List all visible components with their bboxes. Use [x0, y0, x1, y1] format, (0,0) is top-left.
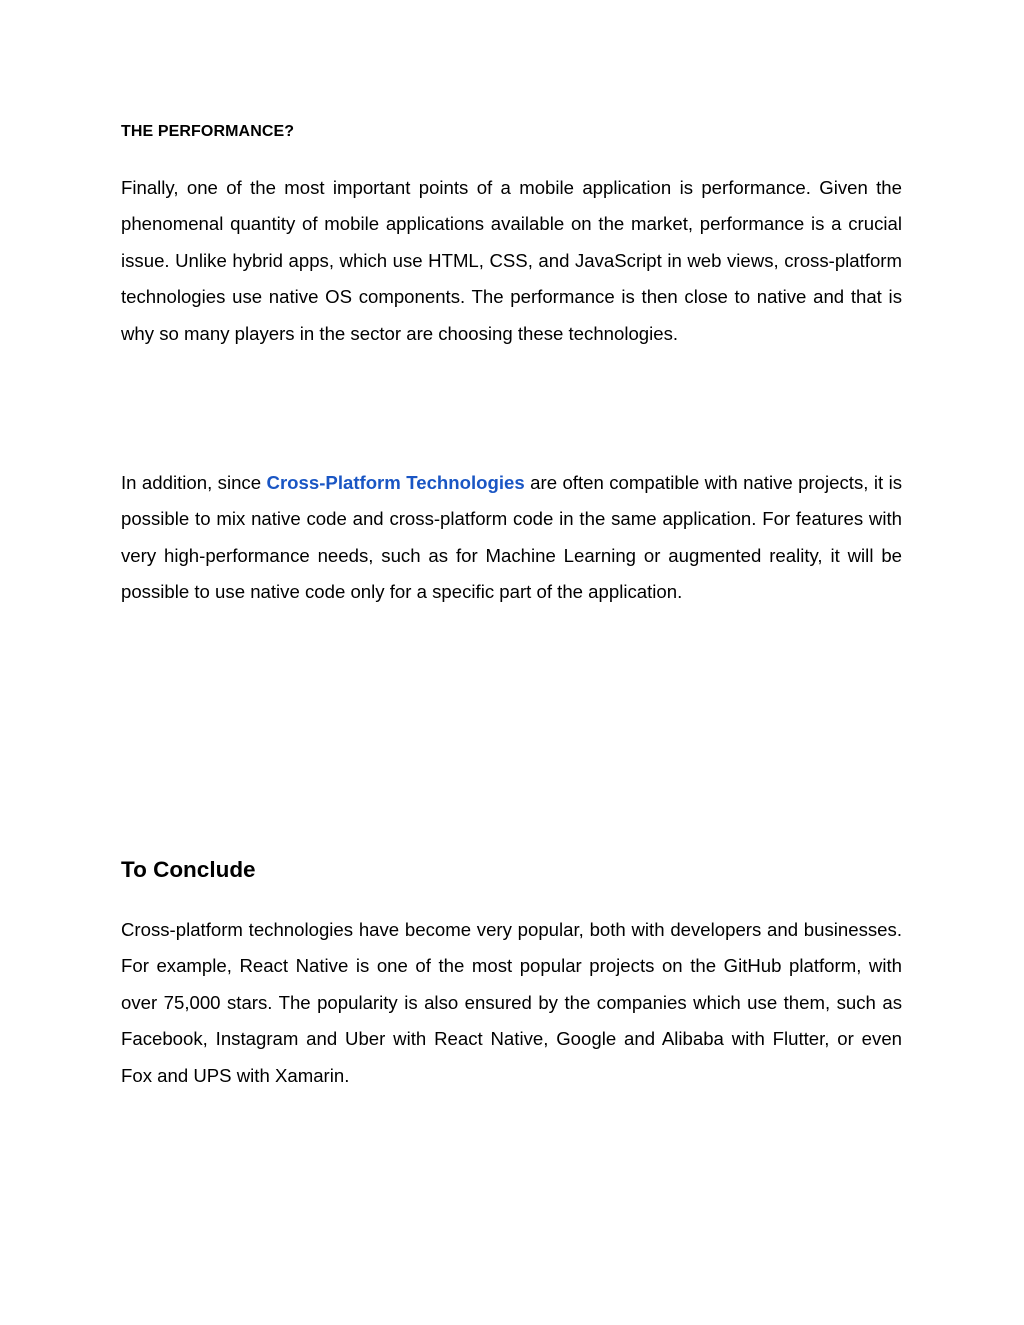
conclusion-heading: To Conclude	[121, 857, 256, 882]
cross-platform-technologies-link[interactable]: Cross-Platform Technologies	[266, 472, 525, 493]
compatibility-text-after: are often compatible with native projects, it is possible to mix native code and cross-platform code in the same application. For features with very high-performance needs, such as for Machine Learning or augmented reality, it will be possible to use native code only for a specific part of the application.	[121, 472, 903, 603]
compatibility-paragraph	[121, 465, 902, 611]
document-page	[121, 0, 902, 1325]
performance-paragraph: Finally, one of the most important points of a mobile application is performance. Given the phenomenal quantity of mobile applications available on the market, performance is a crucial issue. Unlike hybrid apps, which use HTML, CSS, and JavaScript in web views, cross-platform technologies use native OS components. The performance is then close to native and that is why so many players in the sector are choosing these technologies.	[121, 177, 902, 344]
performance-heading: THE PERFORMANCE?	[121, 123, 295, 140]
compatibility-text-before: In addition, since	[121, 472, 267, 493]
conclusion-paragraph: Cross-platform technologies have become very popular, both with developers and businesses. For example, React Native is one of the most popular projects on the GitHub platform, with over 75,000 stars. The popularity is also ensured by the companies which use them, such as Facebook, Instagram and Uber with React Native, Google and Alibaba with Flutter, or even Fox and UPS with Xamarin.	[121, 919, 902, 1086]
